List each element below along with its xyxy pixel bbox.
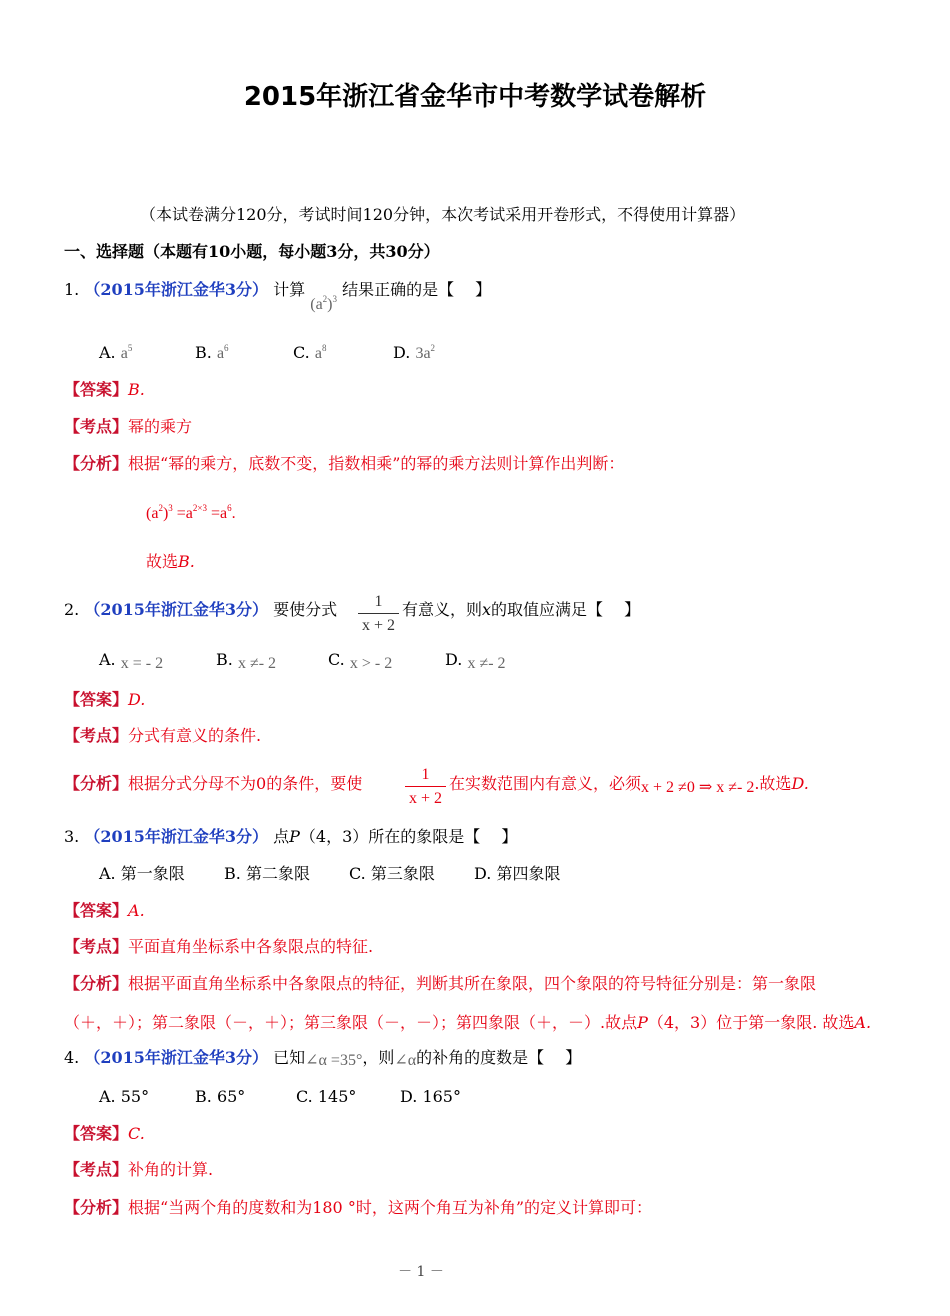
option-a: A. 第一象限 xyxy=(99,864,185,883)
option-b: B. x ≠- 2 xyxy=(216,650,277,672)
question-text: 已知 xyxy=(273,1048,306,1067)
question-source: （2015年浙江金华3分） xyxy=(84,600,269,619)
answer-line: 【答案】D. xyxy=(64,690,146,709)
analysis-line: 在实数范围内有意义，必须x + 2 ≠0 ⇒ x ≠- 2.故选D. xyxy=(449,774,809,796)
question-text: 结果正确的是【 】 xyxy=(342,280,492,299)
answer-line: 【答案】B. xyxy=(64,380,145,399)
answer-line: 【答案】A. xyxy=(64,901,145,920)
analysis-line: 【分析】根据分式分母不为0的条件，要使 xyxy=(64,774,363,793)
page-title: 2015年浙江省金华市中考数学试卷解析 xyxy=(243,82,707,112)
point-line: 【考点】补角的计算. xyxy=(64,1160,214,1179)
option-c: C. 145° xyxy=(296,1087,357,1106)
option-c: C. 第三象限 xyxy=(349,864,435,883)
math-expression: $(a^2)^3$ xyxy=(310,294,337,313)
option-b: B. $a^6$ xyxy=(195,343,229,362)
fraction: $\frac{1}{x + 2}$ xyxy=(405,766,446,808)
question-4: 4. （2015年浙江金华3分） 已知∠α =35°，则∠α的补角的度数是【 】 xyxy=(64,1048,582,1069)
question-number: 3. xyxy=(64,827,80,846)
question-text: 要使分式 xyxy=(273,600,338,619)
option-d: D. $3a^2$ xyxy=(393,343,436,362)
exam-intro: （本试卷满分120分，考试时间120分钟，本次考试采用开卷形式，不得使用计算器） xyxy=(140,205,746,224)
analysis-line: 【分析】根据“幂的乘方，底数不变，指数相乘”的幂的乘方法则计算作出判断： xyxy=(64,454,625,473)
option-b: B. 第二象限 xyxy=(224,864,310,883)
option-d: D. 第四象限 xyxy=(474,864,561,883)
fraction: $\frac{1}{x + 2}$ xyxy=(358,593,399,635)
page-number: － 1 － xyxy=(398,1264,444,1280)
option-a: A. $a^5$ xyxy=(99,343,133,362)
analysis-line: （＋，＋）；第二象限（－，＋）；第三象限（－，－）；第四象限（＋，－）.故点P（4，3）位于第一象限. 故选A. xyxy=(64,1013,872,1032)
question-text: 有意义，则x的取值应满足【 】 xyxy=(402,600,641,619)
option-a: A. x = - 2 xyxy=(99,650,164,672)
analysis-line: 【分析】根据“当两个角的度数和为180 °时，这两个角互为补角”的定义计算即可： xyxy=(64,1198,653,1217)
section-heading: 一、选择题（本题有10小题，每小题3分，共30分） xyxy=(64,242,440,261)
option-d: D. x ≠- 2 xyxy=(445,650,506,672)
question-3: 3. （2015年浙江金华3分） 点P（4，3）所在的象限是【 】 xyxy=(64,827,518,846)
option-c: C. $a^8$ xyxy=(293,343,327,362)
question-1 xyxy=(64,280,492,313)
question-text: 计算 xyxy=(273,280,306,299)
question-source: （2015年浙江金华3分） xyxy=(84,280,269,299)
point-line: 【考点】平面直角坐标系中各象限点的特征. xyxy=(64,937,374,956)
question-2 xyxy=(64,602,337,618)
calc-expression: $(a^2)^3 =a^{2\times 3} =a^6$. xyxy=(146,503,236,522)
question-text: 点 xyxy=(273,827,290,846)
question-text: （4，3）所在的象限是【 】 xyxy=(299,827,518,846)
analysis-line: 【分析】根据平面直角坐标系中各象限点的特征，判断其所在象限，四个象限的符号特征分别是：第一象限 xyxy=(64,974,817,993)
question-source: （2015年浙江金华3分） xyxy=(84,827,269,846)
option-c: C. x > - 2 xyxy=(328,650,393,672)
question-source: （2015年浙江金华3分） xyxy=(84,1048,269,1067)
question-number: 4. xyxy=(64,1048,80,1067)
question-number: 2. xyxy=(64,600,80,619)
choose-line: 故选B. xyxy=(146,552,195,571)
option-d: D. 165° xyxy=(400,1087,461,1106)
question-number: 1. xyxy=(64,280,80,299)
point-line: 【考点】幂的乘方 xyxy=(64,417,193,436)
option-b: B. 65° xyxy=(195,1087,246,1106)
option-a: A. 55° xyxy=(99,1087,150,1106)
answer-line: 【答案】C. xyxy=(64,1124,145,1143)
point-line: 【考点】分式有意义的条件. xyxy=(64,726,262,745)
